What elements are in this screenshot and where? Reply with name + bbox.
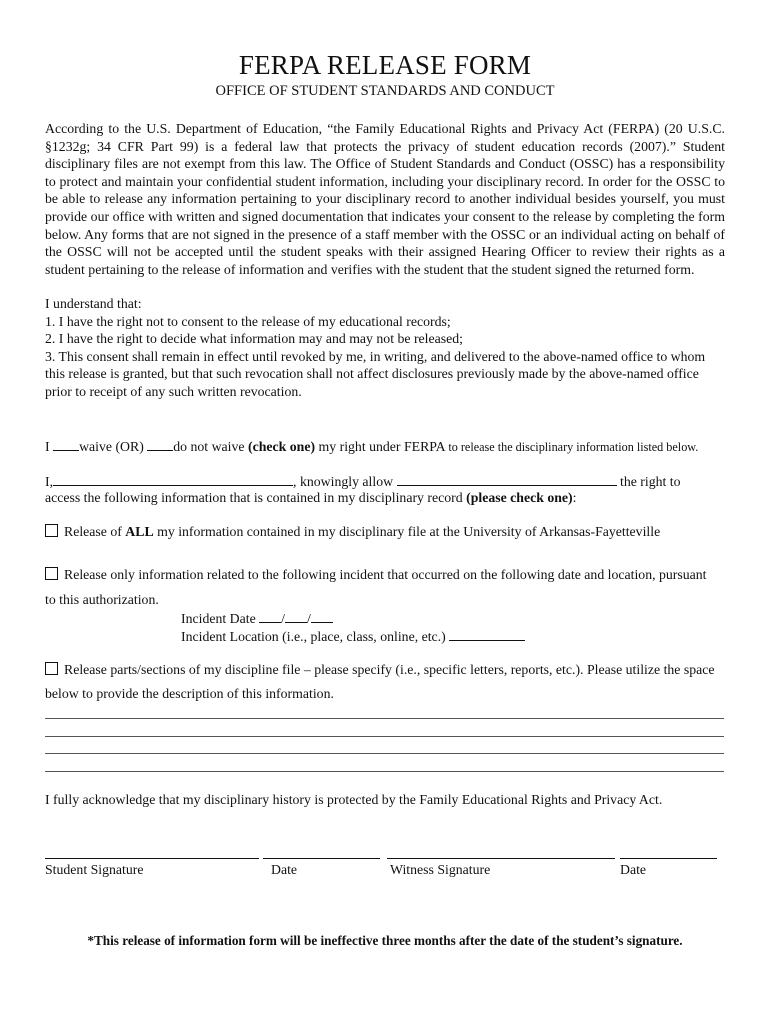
release-parts-checkbox[interactable] — [45, 662, 58, 675]
acknowledgement-text: I fully acknowledge that my disciplinary history is protected by the Family Educational Rights and Privacy Act. — [45, 792, 663, 807]
intro-paragraph: According to the U.S. Department of Education, “the Family Educational Rights and Privacy Act (FERPA) (20 U.S.C. §1232g; 34 CFR Part 99) is a federal law that protects the privacy of student education records (2007).” Student disciplinary files are not exempt from this law. The Office of Student Standards and Conduct (OSSC) has a responsibility to protect and maintain your confidential student information, including your disciplinary record. In order for the OSSC to be able to release any information pertaining to your disciplinary record to another individual besides yourself, you must provide our office with written and signed documentation that indicates your consent to the release by completing the form below. Any forms that are not signed in the presence of a staff member with the OSSC or an individual acting on behalf of the OSSC will not be accepted until the student speaks with their assigned Hearing Officer to review their rights as a student pertaining to the release of information and verifies with the student that the student signed the returned form. — [45, 121, 725, 277]
expiration-notice: *This release of information form will be ineffective three months after the date of the student’s signature. — [87, 933, 683, 948]
student-date-label: Date — [271, 862, 298, 877]
description-line-1[interactable] — [45, 718, 724, 719]
understand-item-3: 3. This consent shall remain in effect until revoked by me, in writing, and delivered to the above-named office to whom this release is granted, but that such revocation shall not affect disclosures previously made by the above-named office prior to receipt of any such written revocation. — [45, 348, 706, 399]
incident-location-line: Incident Location (i.e., place, class, online, etc.) — [181, 627, 525, 645]
understand-list — [45, 295, 725, 401]
release-incident-checkbox[interactable] — [45, 567, 58, 580]
understand-heading: I understand that: — [45, 296, 142, 311]
incident-year-blank[interactable] — [311, 609, 333, 623]
incident-date-line: Incident Date / / — [181, 609, 333, 627]
incident-month-blank[interactable] — [259, 609, 281, 623]
student-signature-label: Student Signature — [45, 862, 144, 877]
form-subtitle: OFFICE OF STUDENT STANDARDS AND CONDUCT — [215, 83, 555, 99]
description-line-2[interactable] — [45, 736, 724, 737]
recipient-name-blank[interactable] — [397, 472, 617, 486]
option-release-incident: Release only information related to the following incident that occurred on the following date and location, pursuant — [45, 567, 707, 583]
student-date-line[interactable] — [263, 858, 380, 859]
student-signature-line[interactable] — [45, 858, 259, 859]
understand-item-1: 1. I have the right not to consent to the release of my educational records; — [45, 313, 451, 329]
option-release-incident-cont: to this authorization. — [45, 592, 159, 607]
witness-signature-line[interactable] — [387, 858, 615, 859]
do-not-waive-blank[interactable] — [147, 437, 173, 451]
understand-item-2: 2. I have the right to decide what information may and may not be released; — [45, 331, 463, 347]
option-release-parts: Release parts/sections of my discipline file – please specify (i.e., specific letters, reports, etc.). Please utilize the space — [45, 662, 715, 678]
release-all-checkbox[interactable] — [45, 524, 58, 537]
witness-date-line[interactable] — [620, 858, 717, 859]
witness-signature-label: Witness Signature — [390, 862, 491, 877]
allow-line: I, , knowingly allow the right to — [45, 474, 681, 489]
witness-date-label: Date — [620, 862, 647, 877]
description-line-4[interactable] — [45, 771, 724, 772]
option-release-parts-cont: below to provide the description of this information. — [45, 686, 334, 701]
student-name-blank[interactable] — [53, 472, 293, 486]
waive-blank[interactable] — [53, 437, 79, 451]
waive-line: I waive (OR) do not waive (check one) my right under FERPA to release the disciplinary information listed below. — [45, 439, 699, 454]
description-line-3[interactable] — [45, 753, 724, 754]
access-line: access the following information that is contained in my disciplinary record (please check one): — [45, 490, 577, 505]
option-release-all: Release of ALL my information contained in my disciplinary file at the University of Arkansas-Fayetteville — [45, 524, 660, 540]
incident-day-blank[interactable] — [285, 609, 307, 623]
incident-location-blank[interactable] — [449, 627, 525, 641]
form-title: FERPA RELEASE FORM — [238, 50, 532, 80]
